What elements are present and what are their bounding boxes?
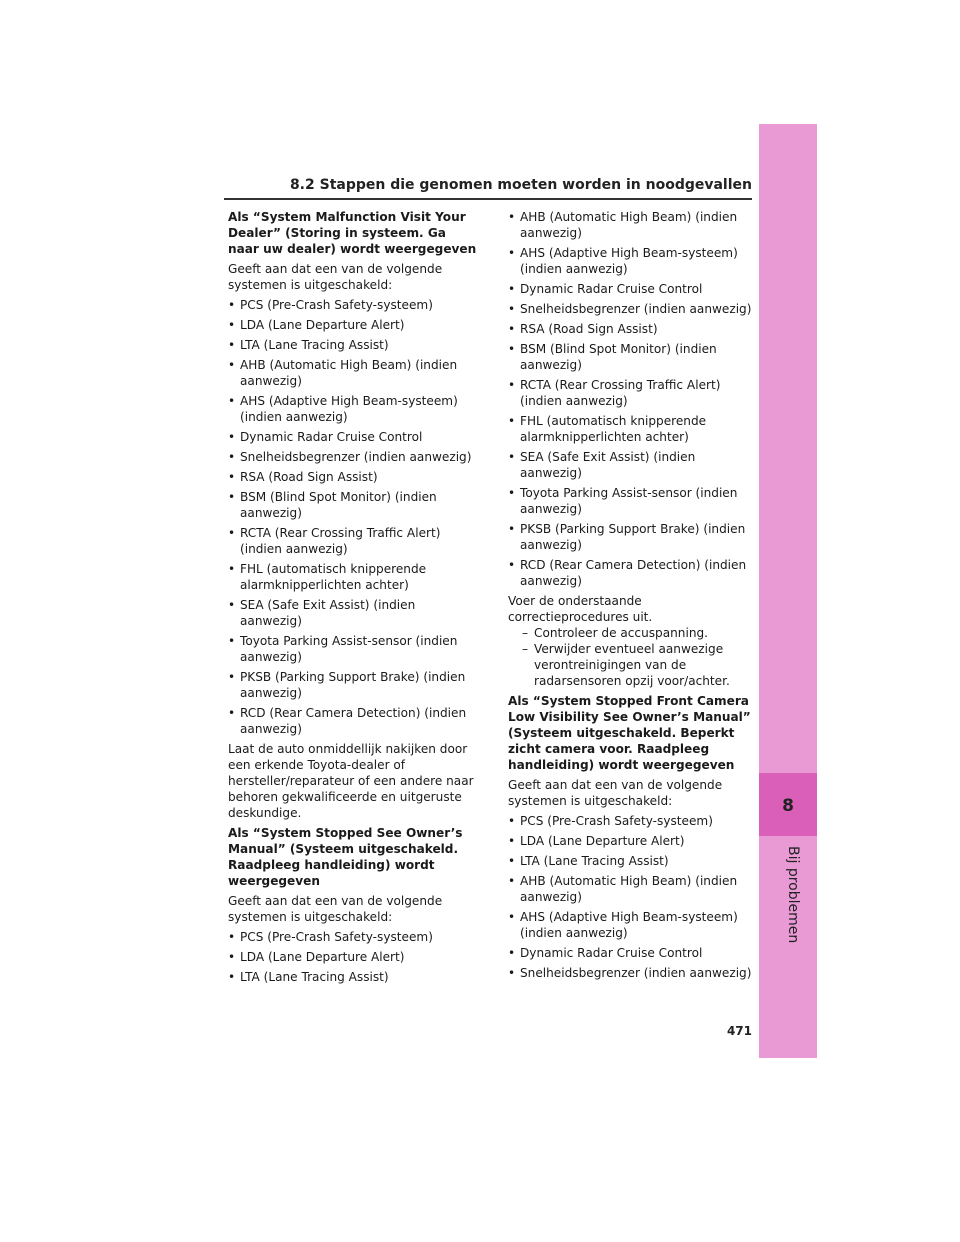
list-item: • LDA (Lane Departure Alert) — [508, 833, 760, 849]
section-heading-stopped: Als “System Stopped See Owner’s Manual” (Systeem uitgeschakeld. Raadpleeg handleiding) wordt weergegeven — [228, 826, 463, 888]
section-heading-camera: Als “System Stopped Front Camera Low Visibility See Owner’s Manual” (Systeem uitgeschakeld. Beperkt zicht camera voor. Raadpleeg handleiding) wordt weergegeven — [508, 694, 751, 772]
list-item: • LDA (Lane Departure Alert) — [228, 317, 480, 333]
list-item: • Snelheidsbegrenzer (indien aanwezig) — [508, 301, 760, 317]
list-item: • PCS (Pre-Crash Safety-systeem) — [228, 929, 480, 945]
list-item: • AHB (Automatic High Beam) (indien aanwezig) — [228, 357, 480, 389]
list-item: • RCD (Rear Camera Detection) (indien aanwezig) — [228, 705, 480, 737]
list-item: • FHL (automatisch knipperende alarmknipperlichten achter) — [508, 413, 760, 445]
list-item: • AHS (Adaptive High Beam-systeem) (indien aanwezig) — [508, 909, 760, 941]
list-item: • Toyota Parking Assist-sensor (indien aanwezig) — [508, 485, 760, 517]
list-item: • PKSB (Parking Support Brake) (indien aanwezig) — [508, 521, 760, 553]
system-list — [508, 209, 760, 589]
list-item: • Dynamic Radar Cruise Control — [508, 945, 760, 961]
list-item: • AHS (Adaptive High Beam-systeem) (indien aanwezig) — [508, 245, 760, 277]
system-list — [228, 297, 480, 737]
system-list — [508, 813, 760, 981]
list-item: • LTA (Lane Tracing Assist) — [508, 853, 760, 869]
list-item: • LTA (Lane Tracing Assist) — [228, 337, 480, 353]
list-item: • Dynamic Radar Cruise Control — [228, 429, 480, 445]
list-item: • AHB (Automatic High Beam) (indien aanwezig) — [508, 873, 760, 905]
list-item: • BSM (Blind Spot Monitor) (indien aanwezig) — [508, 341, 760, 373]
list-item: • SEA (Safe Exit Assist) (indien aanwezig) — [508, 449, 760, 481]
list-item: • FHL (automatisch knipperende alarmknipperlichten achter) — [228, 561, 480, 593]
list-item: • Dynamic Radar Cruise Control — [508, 281, 760, 297]
list-item: • SEA (Safe Exit Assist) (indien aanwezig) — [228, 597, 480, 629]
section-intro: Geeft aan dat een van de volgende systemen is uitgeschakeld: — [508, 778, 723, 808]
section-header: 8.2 Stappen die genomen moeten worden in noodgevallen — [289, 177, 752, 193]
step-item: – Verwijder eventueel aanwezige verontreinigingen van de radarsensoren opzij voor/achter. — [522, 641, 760, 689]
header-rule — [224, 198, 752, 200]
corrective-steps — [522, 625, 760, 689]
list-item: • PKSB (Parking Support Brake) (indien aanwezig) — [228, 669, 480, 701]
corrective-action: Voer de onderstaande correctieprocedures uit. — [508, 594, 653, 624]
list-item: • Toyota Parking Assist-sensor (indien aanwezig) — [228, 633, 480, 665]
section-intro: Geeft aan dat een van de volgende systemen is uitgeschakeld: — [228, 262, 443, 292]
list-item: • LTA (Lane Tracing Assist) — [228, 969, 480, 985]
section-note: Laat de auto onmiddellijk nakijken door een erkende Toyota-dealer of hersteller/reparateur of een andere naar behoren gekwalificeerde en uitgeruste deskundige. — [228, 742, 474, 820]
list-item: • Snelheidsbegrenzer (indien aanwezig) — [228, 449, 480, 465]
chapter-label: Bij problemen — [785, 846, 801, 944]
step-item: – Controleer de accuspanning. — [522, 625, 760, 641]
page-number: 471 — [726, 1024, 752, 1038]
section-heading-malfunction: Als “System Malfunction Visit Your Dealer” (Storing in systeem. Ga naar uw dealer) wordt weergegeven — [228, 210, 477, 256]
list-item: • RSA (Road Sign Assist) — [228, 469, 480, 485]
system-list — [228, 929, 480, 985]
chapter-number: 8 — [782, 796, 794, 816]
list-item: • PCS (Pre-Crash Safety-systeem) — [228, 297, 480, 313]
list-item: • RCTA (Rear Crossing Traffic Alert) (indien aanwezig) — [508, 377, 760, 409]
list-item: • AHS (Adaptive High Beam-systeem) (indien aanwezig) — [228, 393, 480, 425]
section-intro: Geeft aan dat een van de volgende systemen is uitgeschakeld: — [228, 894, 443, 924]
list-item: • LDA (Lane Departure Alert) — [228, 949, 480, 965]
list-item: • Snelheidsbegrenzer (indien aanwezig) — [508, 965, 760, 981]
right-column — [508, 209, 760, 985]
list-item: • BSM (Blind Spot Monitor) (indien aanwezig) — [228, 489, 480, 521]
list-item: • RSA (Road Sign Assist) — [508, 321, 760, 337]
list-item: • PCS (Pre-Crash Safety-systeem) — [508, 813, 760, 829]
list-item: • RCTA (Rear Crossing Traffic Alert) (indien aanwezig) — [228, 525, 480, 557]
left-column — [228, 209, 480, 989]
list-item: • RCD (Rear Camera Detection) (indien aanwezig) — [508, 557, 760, 589]
list-item: • AHB (Automatic High Beam) (indien aanwezig) — [508, 209, 760, 241]
